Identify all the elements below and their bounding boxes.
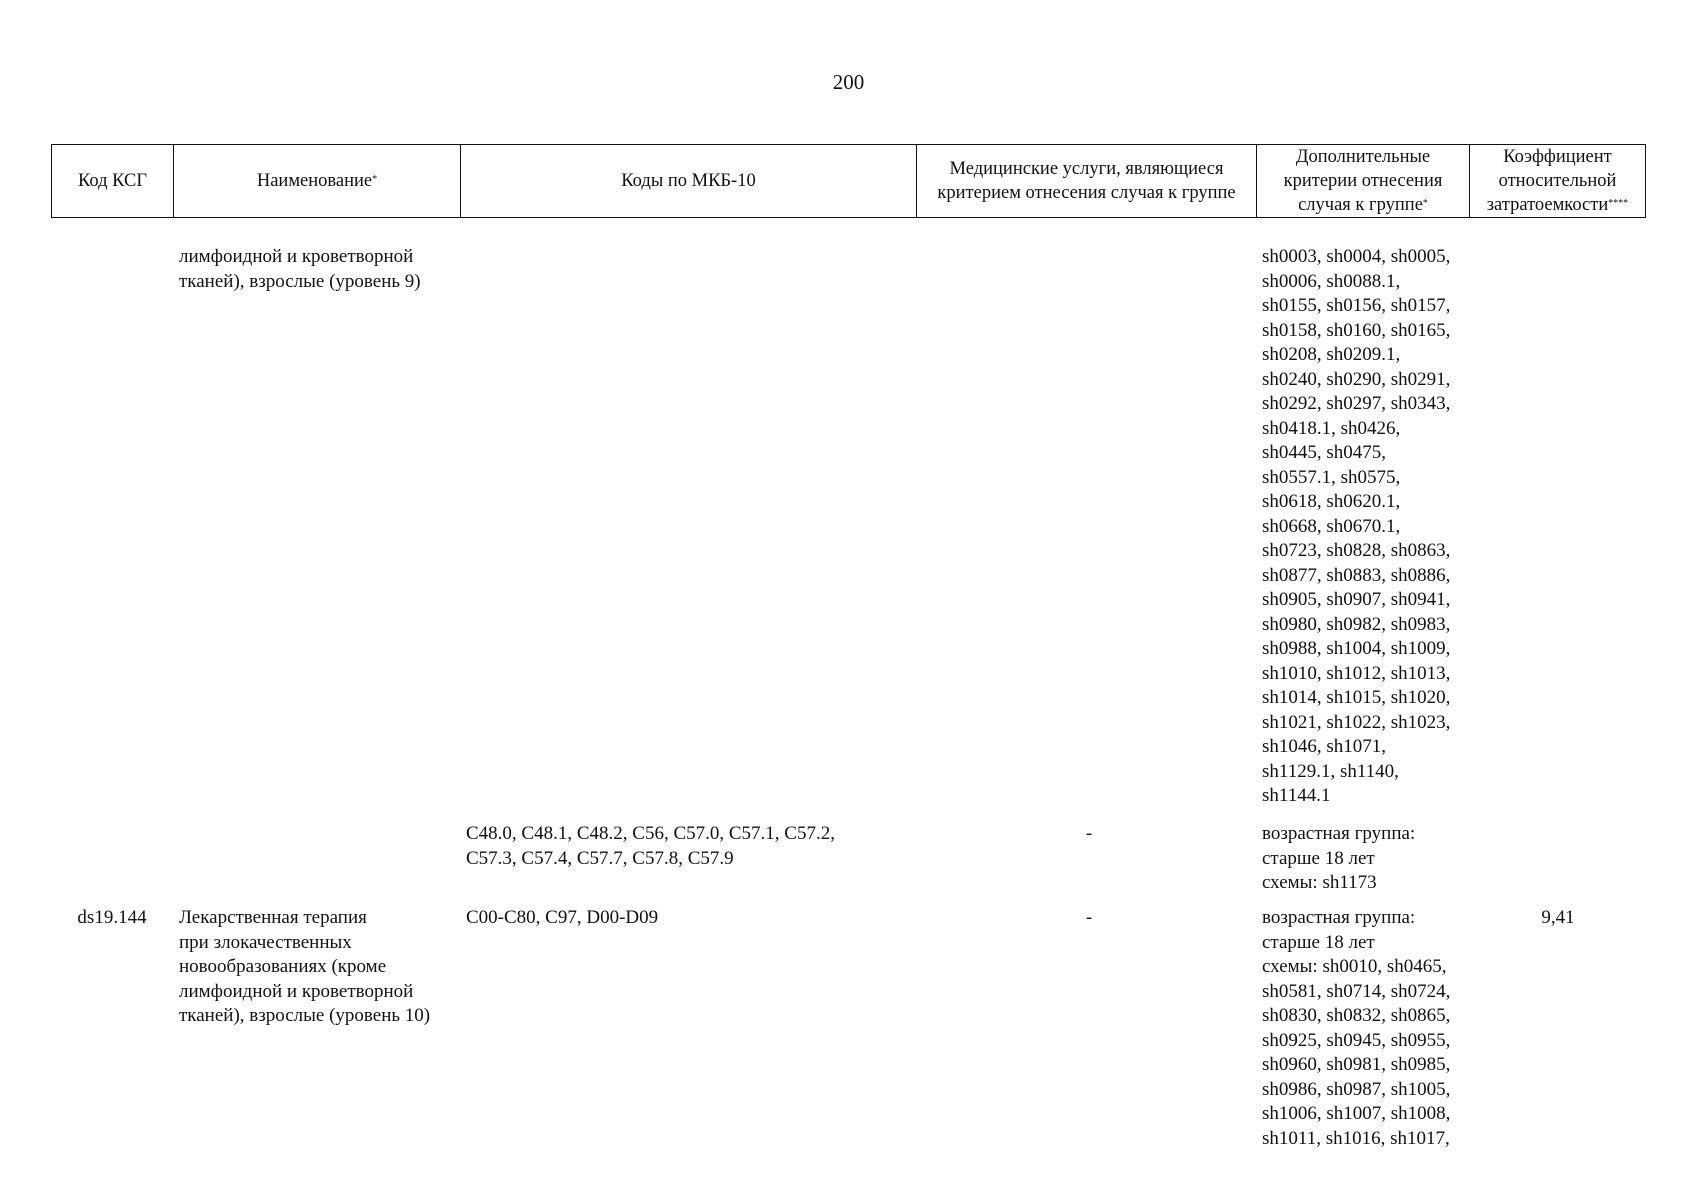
row-criteria: возрастная группа: старше 18 лет схемы: sh1173: [1262, 823, 1416, 893]
page-number: 200: [832, 70, 865, 94]
row-icd-codes: C48.0, C48.1, C48.2, C56, C57.0, C57.1, C57.2, C57.3, C57.4, C57.7, C57.8, C57.9: [466, 823, 835, 869]
header-criteria: Дополнительные критерии отнесения случая к группе*: [1257, 145, 1470, 218]
row-services: -: [1085, 823, 1093, 844]
header-services: Медицинские услуги, являющиеся критерием отнесения случая к группе: [917, 145, 1257, 218]
footnote-mark: *: [372, 174, 378, 185]
row-coefficient: 9,41: [1541, 907, 1575, 928]
header-coef: Коэффициент относительной затратоемкости****: [1470, 145, 1646, 218]
row-icd-codes: C00-C80, C97, D00-D09: [466, 907, 659, 928]
header-code: Код КСГ: [52, 145, 174, 218]
header-name: Наименование*: [174, 145, 461, 218]
row-services: -: [1085, 907, 1093, 928]
row-criteria: возрастная группа: старше 18 лет схемы: sh0010, sh0465, sh0581, sh0714, sh0724, sh0830, sh0832, sh0865, sh0925, sh0945, sh0955, sh0960, sh0981, sh0985, sh0986, sh0987, sh1005, sh1006, sh1007, sh1008, sh1011, sh1016, sh1017,: [1262, 907, 1451, 1149]
row-code: ds19.144: [77, 907, 147, 928]
footnote-mark: ****: [1608, 198, 1629, 209]
row-name: лимфоидной и кроветворной тканей), взрослые (уровень 9): [179, 246, 421, 292]
table-header: [51, 144, 1646, 218]
row-criteria: sh0003, sh0004, sh0005, sh0006, sh0088.1, sh0155, sh0156, sh0157, sh0158, sh0160, sh0165, sh0208, sh0209.1, sh0240, sh0290, sh0291, sh0292, sh0297, sh0343, sh0418.1, sh0426, sh0445, sh0475, sh0557.1, sh0575, sh0618, sh0620.1, sh0668, sh0670.1, sh0723, sh0828, sh0863, sh0877, sh0883, sh0886, sh0905, sh0907, sh0941, sh0980, sh0982, sh0983, sh0988, sh1004, sh1009, sh1010, sh1012, sh1013, sh1014, sh1015, sh1020, sh1021, sh1022, sh1023, sh1046, sh1071, sh1129.1, sh1140, sh1144.1: [1262, 246, 1451, 806]
row-name: Лекарственная терапия при злокачественных новообразованиях (кроме лимфоидной и кроветворной тканей), взрослые (уровень 10): [179, 907, 431, 1026]
footnote-mark: *: [1422, 198, 1428, 209]
header-icd: Коды по МКБ-10: [461, 145, 917, 218]
